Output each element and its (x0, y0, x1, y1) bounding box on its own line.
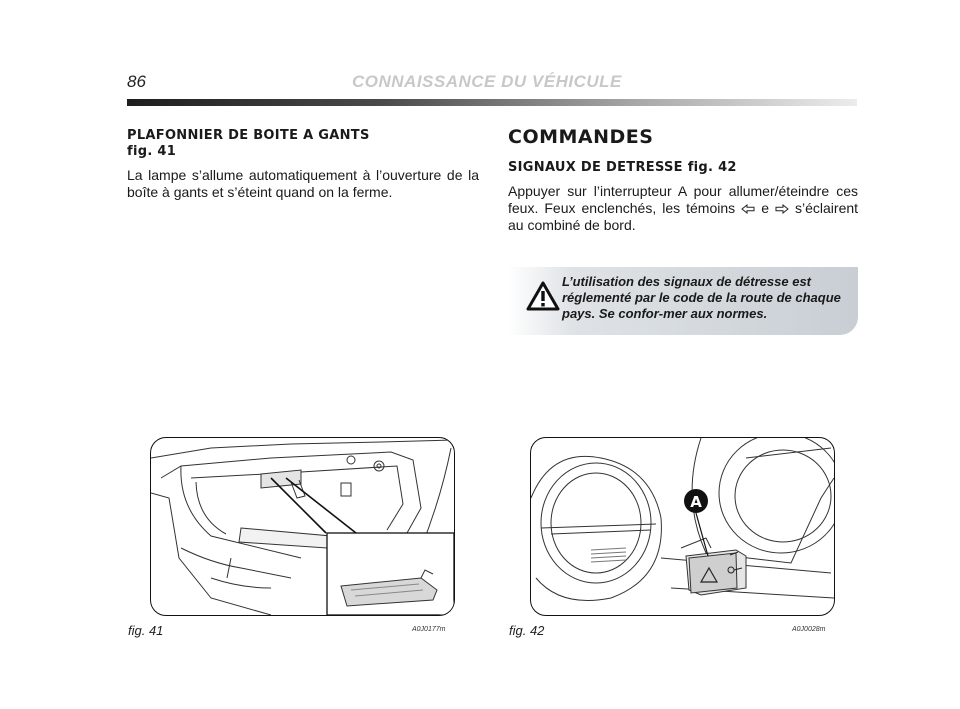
hazard-text-line2-part2: s’éclairent au combiné de bord. (508, 200, 859, 233)
hazard-text-line1: Appuyer sur l’interrupteur A pour allumer/éteindre ces feux. (508, 183, 858, 216)
figure-42-hazard-switch (530, 437, 835, 616)
page-number: 86 (127, 72, 146, 91)
figure-42-caption: fig. 42 (509, 623, 545, 638)
right-column (508, 126, 858, 234)
warning-box (508, 267, 858, 335)
warning-text: L’utilisation des signaux de détresse est réglementé par le code de la route de chaque pays. Se confor-mer aux normes. (562, 274, 841, 321)
hazard-lights-text (508, 183, 858, 234)
figure-42-code: A0J0028m (792, 626, 826, 633)
header-rule (127, 99, 857, 106)
glovebox-lamp-heading-fig: fig. 41 (127, 144, 177, 159)
warning-triangle-icon (526, 281, 560, 311)
left-column (127, 128, 479, 201)
right-turn-indicator-icon (775, 200, 795, 216)
chapter-title: CONNAISSANCE DU VÉHICULE (352, 72, 622, 91)
glovebox-lamp-heading-title: PLAFONNIER DE BOITE A GANTS (127, 128, 370, 143)
glovebox-lamp-heading (127, 128, 479, 160)
hazard-lights-heading: SIGNAUX DE DETRESSE fig. 42 (508, 160, 737, 175)
figure-41-glovebox (150, 437, 455, 616)
figure-41-caption: fig. 41 (128, 623, 164, 638)
callout-a-label: A (690, 493, 702, 511)
left-turn-indicator-icon (741, 200, 761, 216)
hazard-text-line2-part1: Feux enclenchés, les témoins (544, 200, 736, 216)
figure-41-code: A0J0177m (412, 626, 446, 633)
hazard-text-conjunction: e (761, 200, 769, 216)
commands-title: COMMANDES (508, 126, 654, 148)
glovebox-lamp-text: La lampe s’allume automatiquement à l’ouverture de la boîte à gants et s’éteint quand on la ferme. (127, 167, 479, 200)
